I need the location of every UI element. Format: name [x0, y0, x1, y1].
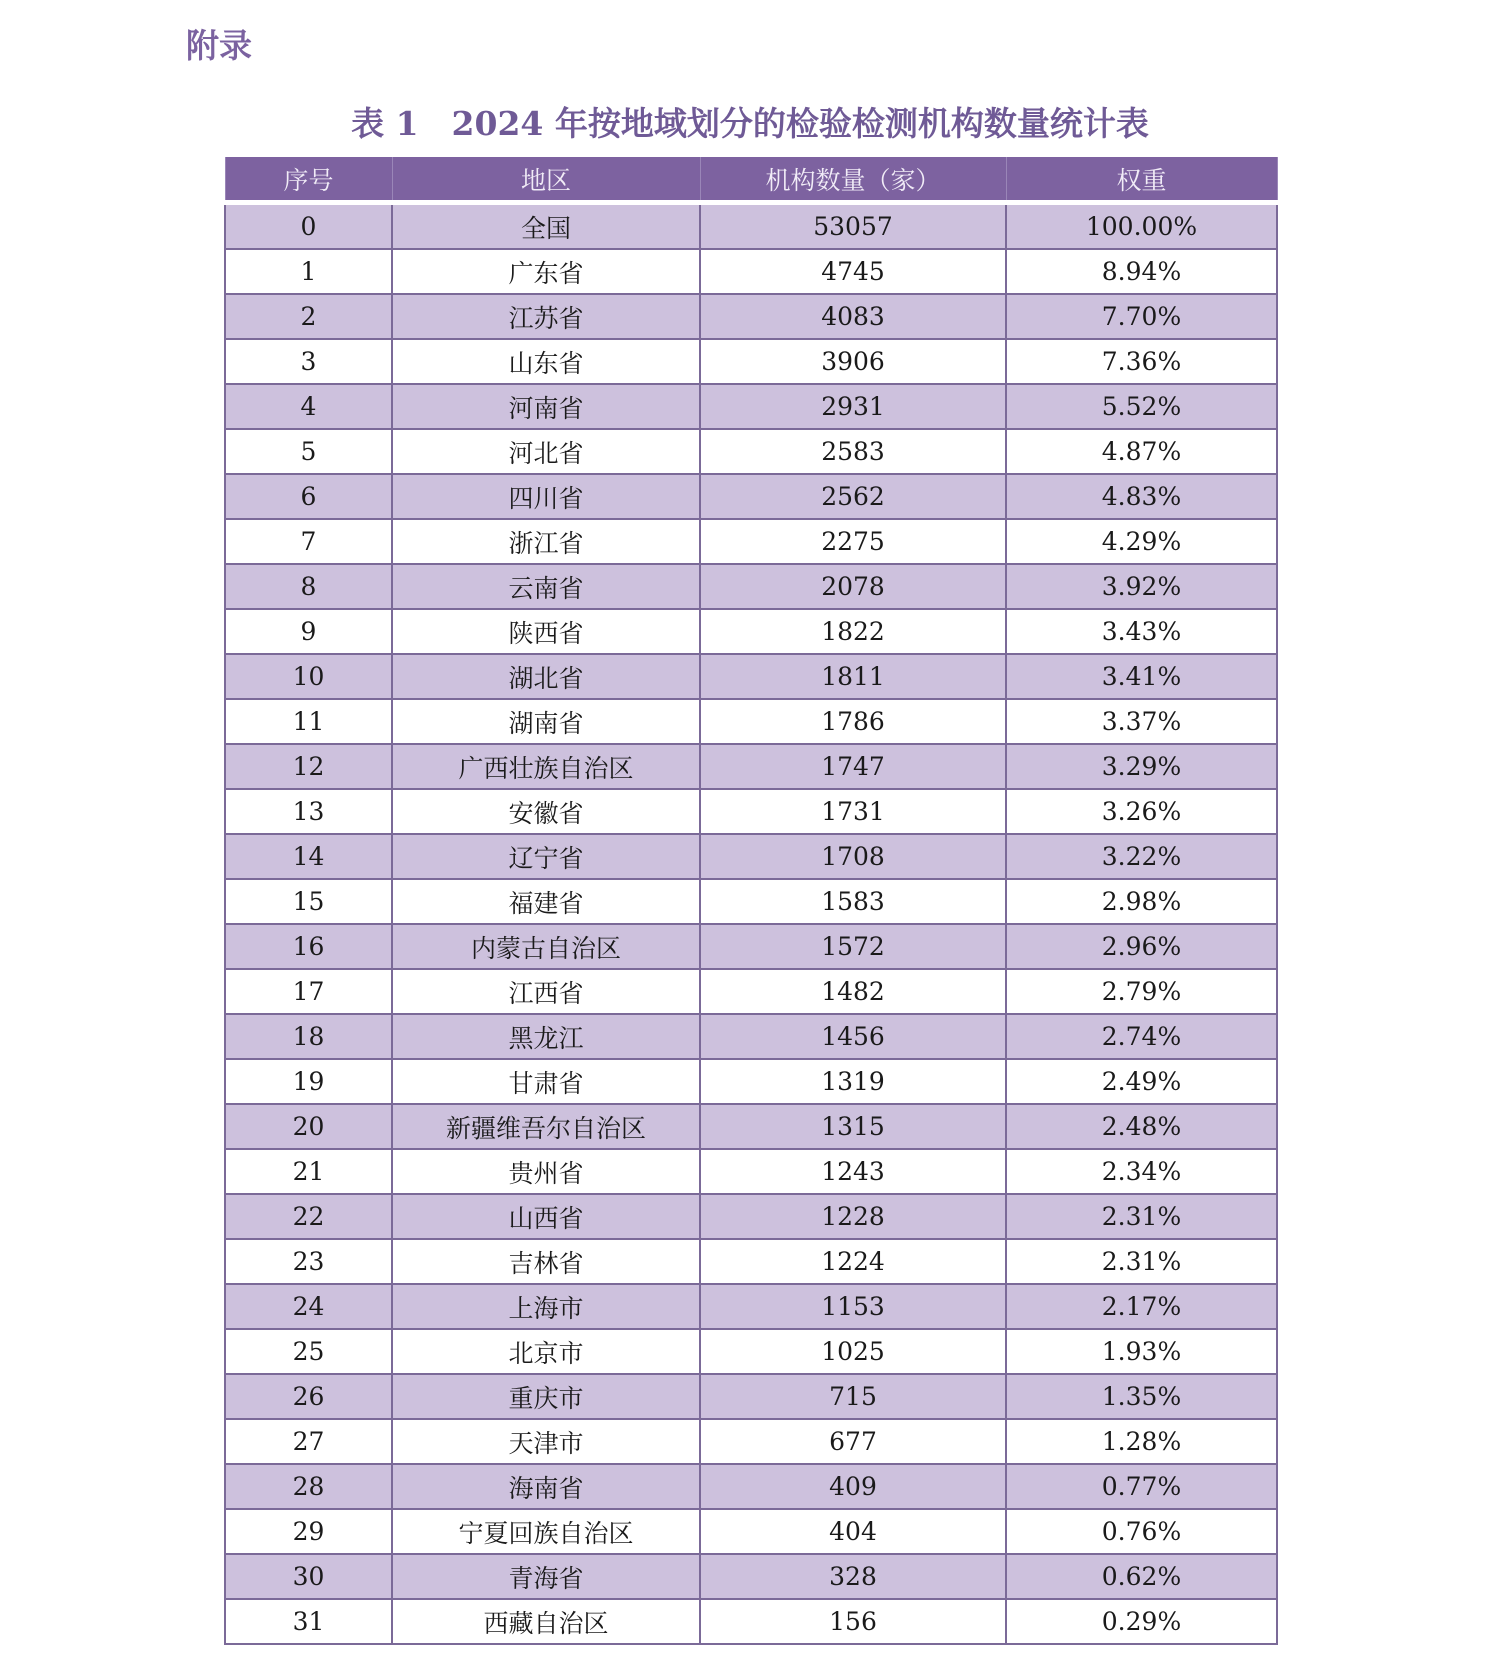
- cell-region: 重庆市: [392, 1374, 700, 1419]
- cell-count: 1025: [700, 1329, 1006, 1374]
- cell-weight: 1.35%: [1006, 1374, 1277, 1419]
- cell-count: 1811: [700, 654, 1006, 699]
- cell-index: 6: [225, 474, 392, 519]
- cell-index: 9: [225, 609, 392, 654]
- cell-weight: 3.37%: [1006, 699, 1277, 744]
- cell-region: 海南省: [392, 1464, 700, 1509]
- cell-region: 青海省: [392, 1554, 700, 1599]
- cell-weight: 0.76%: [1006, 1509, 1277, 1554]
- header-index: 序号: [225, 157, 392, 203]
- cell-count: 1319: [700, 1059, 1006, 1104]
- header-count: 机构数量（家）: [700, 157, 1006, 203]
- cell-index: 4: [225, 384, 392, 429]
- cell-count: 4083: [700, 294, 1006, 339]
- cell-weight: 0.29%: [1006, 1599, 1277, 1644]
- table-row: [225, 1059, 1277, 1104]
- cell-index: 12: [225, 744, 392, 789]
- cell-weight: 0.77%: [1006, 1464, 1277, 1509]
- cell-weight: 3.43%: [1006, 609, 1277, 654]
- table-row: [225, 1599, 1277, 1644]
- cell-count: 1456: [700, 1014, 1006, 1059]
- cell-weight: 3.92%: [1006, 564, 1277, 609]
- cell-count: 404: [700, 1509, 1006, 1554]
- cell-region: 全国: [392, 203, 700, 250]
- cell-index: 25: [225, 1329, 392, 1374]
- cell-weight: 0.62%: [1006, 1554, 1277, 1599]
- table-row: [225, 1014, 1277, 1059]
- table-row: [225, 699, 1277, 744]
- cell-region: 上海市: [392, 1284, 700, 1329]
- cell-weight: 7.70%: [1006, 294, 1277, 339]
- cell-index: 20: [225, 1104, 392, 1149]
- cell-weight: 3.41%: [1006, 654, 1277, 699]
- cell-region: 广东省: [392, 249, 700, 294]
- cell-weight: 2.31%: [1006, 1239, 1277, 1284]
- cell-region: 西藏自治区: [392, 1599, 700, 1644]
- cell-count: 2931: [700, 384, 1006, 429]
- cell-count: 677: [700, 1419, 1006, 1464]
- table-row: [225, 384, 1277, 429]
- cell-weight: 2.17%: [1006, 1284, 1277, 1329]
- cell-index: 2: [225, 294, 392, 339]
- header-region: 地区: [392, 157, 700, 203]
- cell-count: 2583: [700, 429, 1006, 474]
- cell-count: 1482: [700, 969, 1006, 1014]
- cell-region: 甘肃省: [392, 1059, 700, 1104]
- cell-index: 31: [225, 1599, 392, 1644]
- cell-index: 0: [225, 203, 392, 250]
- table-row: [225, 789, 1277, 834]
- cell-count: 409: [700, 1464, 1006, 1509]
- table-row: [225, 879, 1277, 924]
- cell-index: 16: [225, 924, 392, 969]
- cell-region: 河北省: [392, 429, 700, 474]
- cell-region: 贵州省: [392, 1149, 700, 1194]
- cell-weight: 4.29%: [1006, 519, 1277, 564]
- cell-region: 辽宁省: [392, 834, 700, 879]
- table-row: [225, 1104, 1277, 1149]
- cell-index: 13: [225, 789, 392, 834]
- cell-region: 福建省: [392, 879, 700, 924]
- cell-index: 29: [225, 1509, 392, 1554]
- table-row: [225, 609, 1277, 654]
- cell-region: 湖南省: [392, 699, 700, 744]
- cell-weight: 4.87%: [1006, 429, 1277, 474]
- cell-count: 1315: [700, 1104, 1006, 1149]
- cell-count: 3906: [700, 339, 1006, 384]
- table-row: [225, 1284, 1277, 1329]
- cell-index: 10: [225, 654, 392, 699]
- cell-count: 1572: [700, 924, 1006, 969]
- cell-count: 328: [700, 1554, 1006, 1599]
- appendix-heading: 附录: [186, 26, 252, 65]
- cell-weight: 2.31%: [1006, 1194, 1277, 1239]
- cell-region: 湖北省: [392, 654, 700, 699]
- table-row: [225, 924, 1277, 969]
- cell-index: 28: [225, 1464, 392, 1509]
- cell-region: 陕西省: [392, 609, 700, 654]
- cell-count: 2078: [700, 564, 1006, 609]
- cell-weight: 2.98%: [1006, 879, 1277, 924]
- cell-index: 11: [225, 699, 392, 744]
- cell-index: 14: [225, 834, 392, 879]
- cell-region: 江西省: [392, 969, 700, 1014]
- cell-weight: 1.28%: [1006, 1419, 1277, 1464]
- table-row: [225, 429, 1277, 474]
- cell-count: 1153: [700, 1284, 1006, 1329]
- table-row: [225, 969, 1277, 1014]
- cell-index: 7: [225, 519, 392, 564]
- cell-weight: 3.29%: [1006, 744, 1277, 789]
- cell-weight: 2.79%: [1006, 969, 1277, 1014]
- cell-count: 1228: [700, 1194, 1006, 1239]
- cell-weight: 4.83%: [1006, 474, 1277, 519]
- cell-count: 2275: [700, 519, 1006, 564]
- cell-region: 浙江省: [392, 519, 700, 564]
- cell-weight: 3.22%: [1006, 834, 1277, 879]
- table-row: [225, 339, 1277, 384]
- table-row: [225, 1419, 1277, 1464]
- cell-index: 22: [225, 1194, 392, 1239]
- cell-count: 53057: [700, 203, 1006, 250]
- table-row: [225, 474, 1277, 519]
- cell-weight: 3.26%: [1006, 789, 1277, 834]
- cell-weight: 2.74%: [1006, 1014, 1277, 1059]
- cell-count: 1243: [700, 1149, 1006, 1194]
- cell-count: 1747: [700, 744, 1006, 789]
- cell-region: 内蒙古自治区: [392, 924, 700, 969]
- cell-index: 17: [225, 969, 392, 1014]
- cell-weight: 8.94%: [1006, 249, 1277, 294]
- table-row: [225, 1554, 1277, 1599]
- cell-region: 黑龙江: [392, 1014, 700, 1059]
- table-header-row: [225, 157, 1277, 203]
- table-row: [225, 1239, 1277, 1284]
- table-row: [225, 519, 1277, 564]
- table-row: [225, 1509, 1277, 1554]
- table-row: [225, 249, 1277, 294]
- cell-index: 23: [225, 1239, 392, 1284]
- cell-region: 北京市: [392, 1329, 700, 1374]
- cell-weight: 2.34%: [1006, 1149, 1277, 1194]
- cell-count: 1822: [700, 609, 1006, 654]
- table-row: [225, 1149, 1277, 1194]
- region-statistics-table: [224, 157, 1278, 1645]
- cell-weight: 100.00%: [1006, 203, 1277, 250]
- table-row: [225, 564, 1277, 609]
- cell-index: 15: [225, 879, 392, 924]
- cell-region: 山东省: [392, 339, 700, 384]
- table-row: [225, 744, 1277, 789]
- cell-count: 1708: [700, 834, 1006, 879]
- cell-region: 天津市: [392, 1419, 700, 1464]
- cell-region: 宁夏回族自治区: [392, 1509, 700, 1554]
- table-row: [225, 834, 1277, 879]
- cell-region: 四川省: [392, 474, 700, 519]
- cell-count: 2562: [700, 474, 1006, 519]
- cell-index: 27: [225, 1419, 392, 1464]
- cell-index: 30: [225, 1554, 392, 1599]
- cell-weight: 2.49%: [1006, 1059, 1277, 1104]
- cell-region: 广西壮族自治区: [392, 744, 700, 789]
- cell-count: 715: [700, 1374, 1006, 1419]
- table-row: [225, 203, 1277, 250]
- table-row: [225, 1464, 1277, 1509]
- cell-weight: 5.52%: [1006, 384, 1277, 429]
- cell-region: 山西省: [392, 1194, 700, 1239]
- cell-index: 1: [225, 249, 392, 294]
- cell-count: 1731: [700, 789, 1006, 834]
- cell-count: 1786: [700, 699, 1006, 744]
- cell-index: 19: [225, 1059, 392, 1104]
- cell-index: 3: [225, 339, 392, 384]
- table-title: 表 1 2024 年按地域划分的检验检测机构数量统计表: [351, 104, 1149, 143]
- cell-region: 吉林省: [392, 1239, 700, 1284]
- cell-weight: 2.48%: [1006, 1104, 1277, 1149]
- cell-region: 新疆维吾尔自治区: [392, 1104, 700, 1149]
- table-row: [225, 294, 1277, 339]
- cell-index: 5: [225, 429, 392, 474]
- cell-region: 云南省: [392, 564, 700, 609]
- cell-index: 18: [225, 1014, 392, 1059]
- cell-region: 安徽省: [392, 789, 700, 834]
- cell-count: 1224: [700, 1239, 1006, 1284]
- cell-region: 江苏省: [392, 294, 700, 339]
- cell-index: 8: [225, 564, 392, 609]
- cell-index: 26: [225, 1374, 392, 1419]
- cell-weight: 7.36%: [1006, 339, 1277, 384]
- cell-index: 24: [225, 1284, 392, 1329]
- cell-weight: 2.96%: [1006, 924, 1277, 969]
- cell-count: 4745: [700, 249, 1006, 294]
- cell-count: 156: [700, 1599, 1006, 1644]
- header-weight: 权重: [1006, 157, 1277, 203]
- cell-region: 河南省: [392, 384, 700, 429]
- cell-index: 21: [225, 1149, 392, 1194]
- cell-count: 1583: [700, 879, 1006, 924]
- table-row: [225, 1374, 1277, 1419]
- table-row: [225, 1194, 1277, 1239]
- table-row: [225, 1329, 1277, 1374]
- table-row: [225, 654, 1277, 699]
- cell-weight: 1.93%: [1006, 1329, 1277, 1374]
